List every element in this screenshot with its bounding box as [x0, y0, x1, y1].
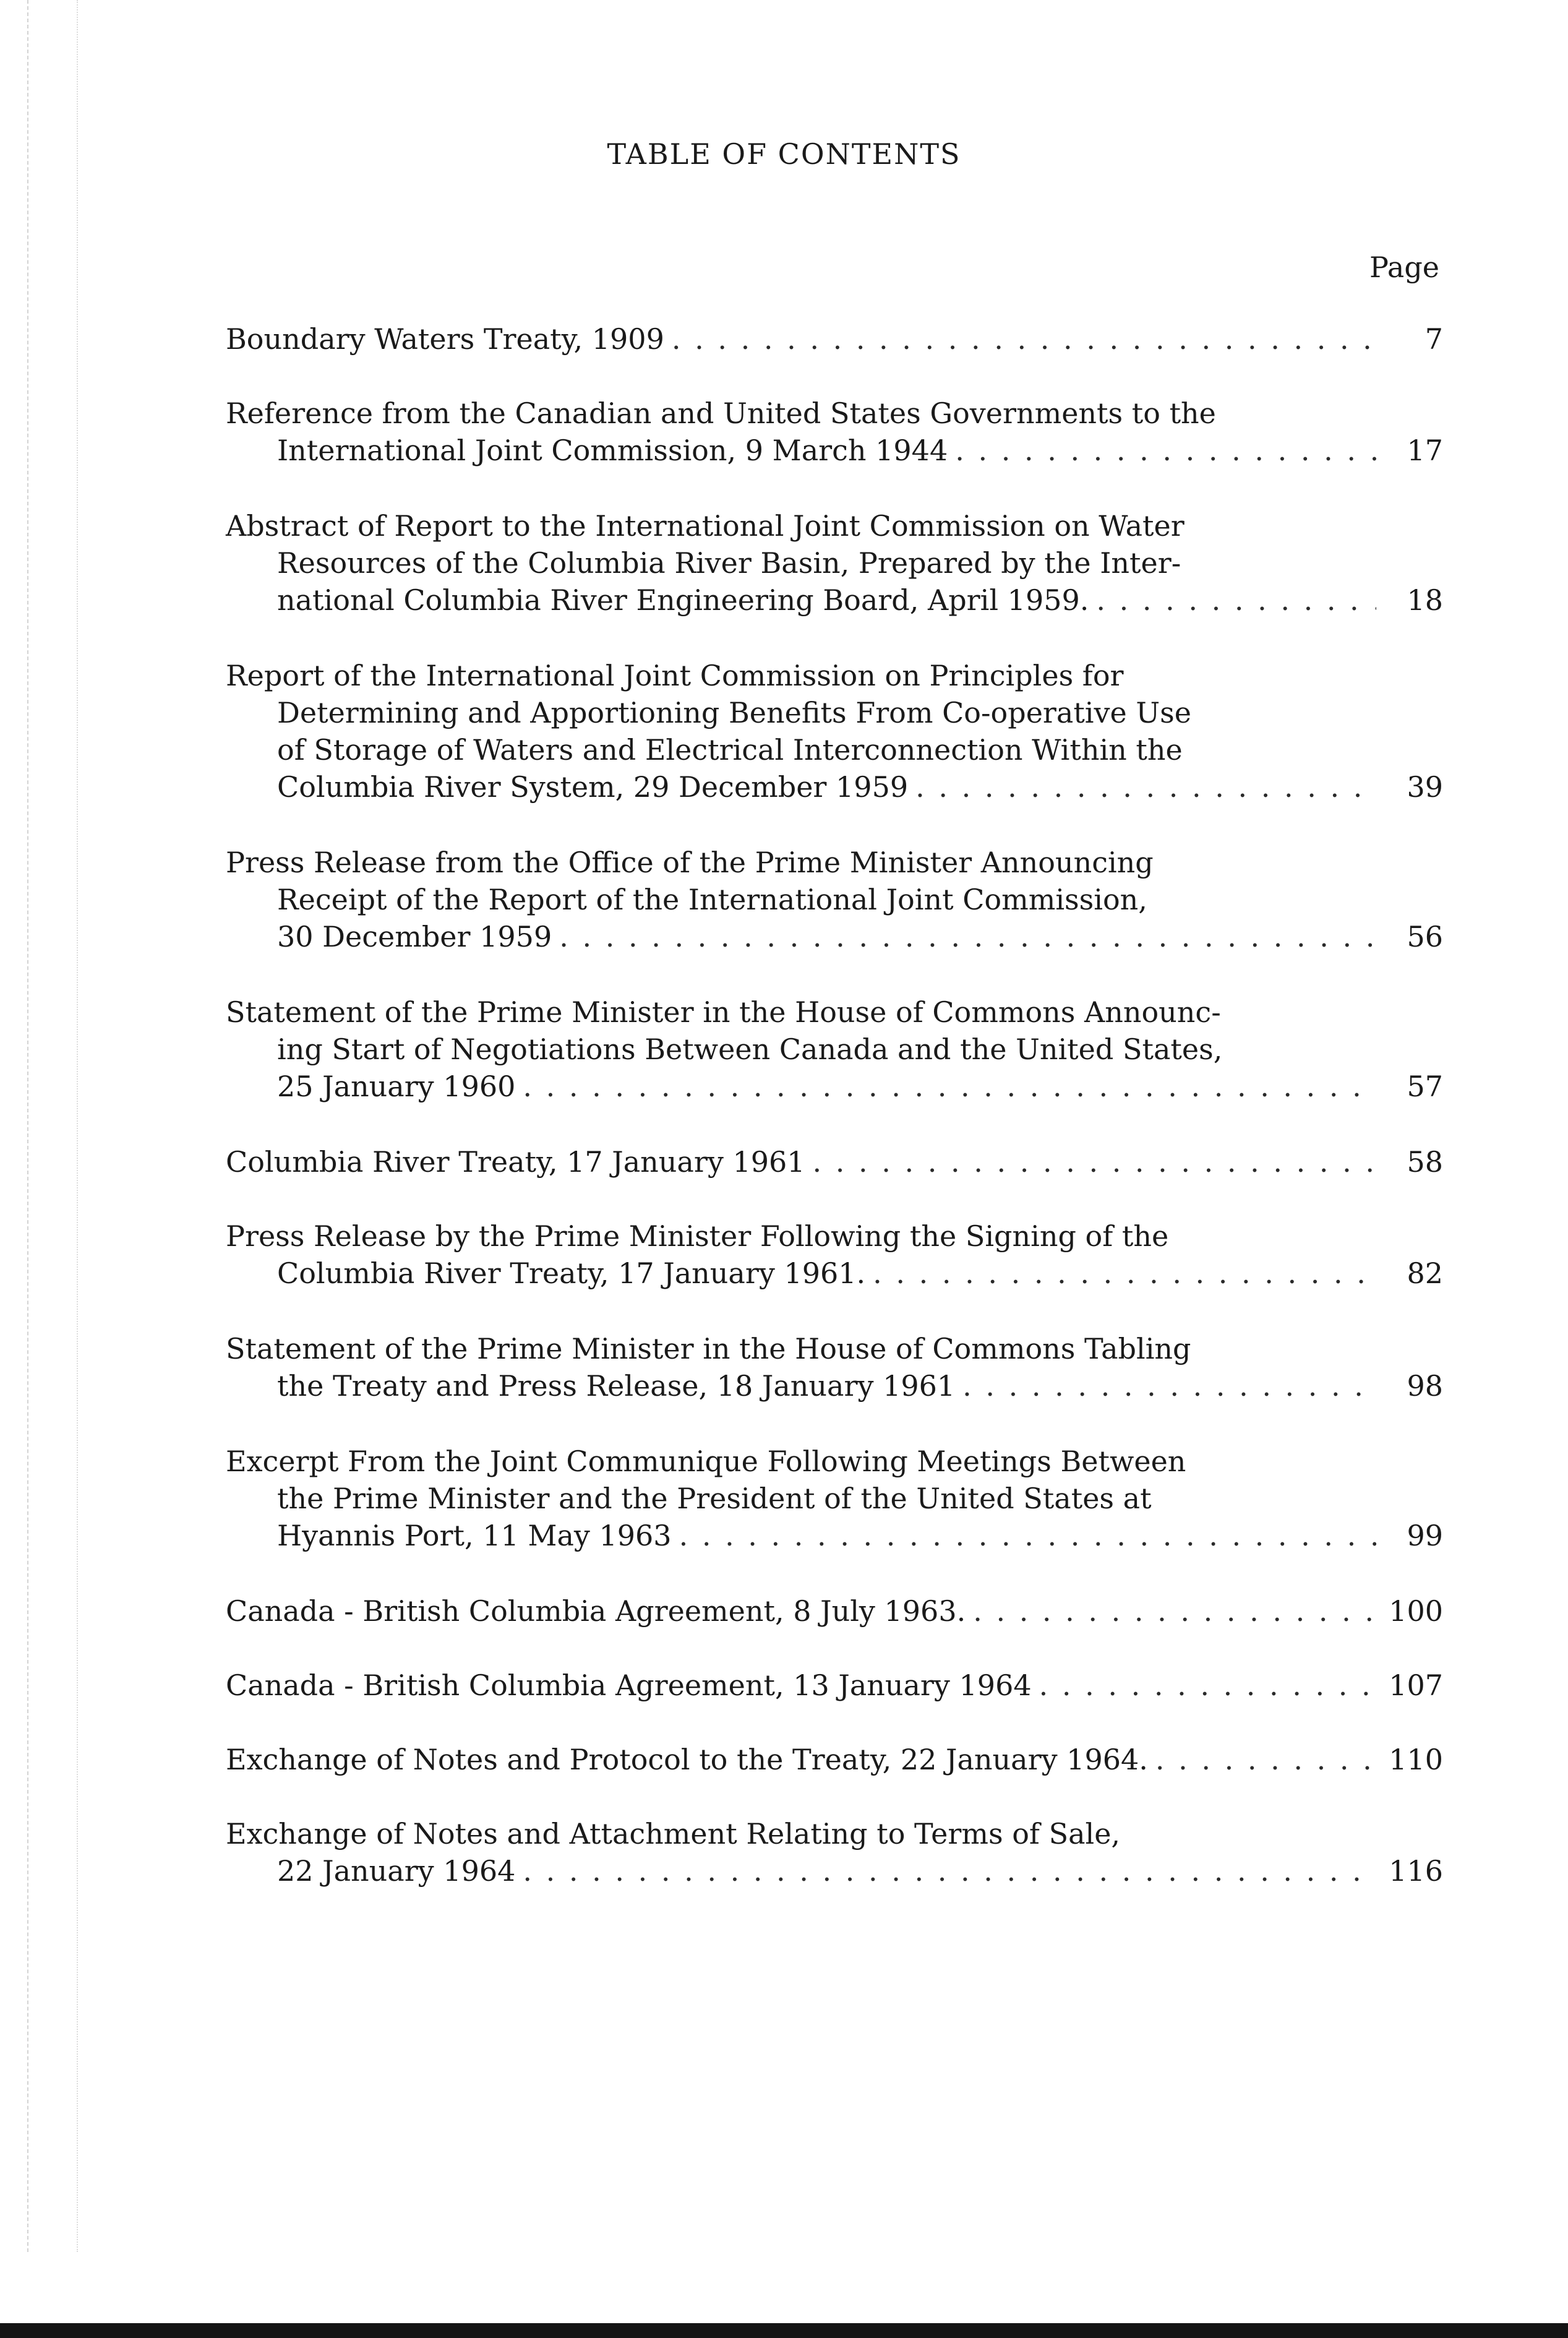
toc-entry-line: Determining and Apportioning Benefits From Co-operative Use: [277, 696, 1191, 729]
toc-page-number: 17: [1407, 434, 1443, 467]
dot-leader: [955, 432, 1376, 469]
toc-entry-line: Boundary Waters Treaty, 1909: [226, 322, 664, 356]
toc-entry: [226, 657, 1443, 806]
toc-page-number: 107: [1389, 1669, 1443, 1702]
toc-page-number: 58: [1407, 1145, 1443, 1179]
dot-leader: [559, 918, 1376, 955]
toc-entry-line: Canada - British Columbia Agreement, 8 July 1963.: [226, 1594, 966, 1628]
dot-leader: [1155, 1741, 1376, 1778]
toc-entry-last-line: [226, 1068, 1443, 1105]
toc-page-number: 56: [1407, 920, 1443, 953]
toc-entry-last-line: [226, 1741, 1443, 1778]
toc-entry-line: Excerpt From the Joint Communique Following Meetings Between: [226, 1445, 1186, 1478]
toc-entry-last-line: [226, 320, 1443, 358]
dot-leader: [523, 1852, 1376, 1889]
toc-page-number: 7: [1424, 322, 1443, 356]
toc-entry-last-line: [226, 1852, 1443, 1889]
toc-entry-last-line: [226, 768, 1443, 806]
toc-entry: [226, 994, 1443, 1105]
toc-entry: [226, 507, 1443, 619]
toc-page-number: 82: [1407, 1257, 1443, 1290]
dot-leader: [672, 320, 1376, 358]
toc-entry-last-line: [226, 1367, 1443, 1404]
toc-entry: [226, 1741, 1443, 1778]
toc-page-number: 99: [1407, 1519, 1443, 1552]
dot-leader: [915, 768, 1376, 806]
toc-entry-line: Press Release by the Prime Minister Following the Signing of the: [226, 1219, 1169, 1253]
toc-entry-line: 30 December 1959: [277, 920, 552, 953]
toc-entry: [226, 1143, 1443, 1180]
toc-entry-line: Hyannis Port, 11 May 1963: [277, 1519, 672, 1552]
toc-page-number: 116: [1389, 1854, 1443, 1888]
toc-entry-last-line: [226, 918, 1443, 955]
scan-bottom-edge: [0, 2323, 1568, 2338]
toc-entry-line: Receipt of the Report of the International Joint Commission,: [277, 883, 1147, 916]
toc-entry-line: Resources of the Columbia River Basin, Prepared by the Inter-: [277, 546, 1181, 580]
toc-entry-last-line: [226, 1517, 1443, 1554]
toc-page-number: 18: [1407, 583, 1443, 617]
toc-entry: [226, 320, 1443, 358]
toc-entry-line: 22 January 1964: [277, 1854, 516, 1888]
page-title: TABLE OF CONTENTS: [607, 137, 961, 171]
toc-entry: [226, 1592, 1443, 1630]
toc-entry-line: the Prime Minister and the President of the United States at: [277, 1482, 1152, 1515]
scan-binding-edge: [27, 0, 78, 2252]
toc-entry-line: 25 January 1960: [277, 1070, 516, 1103]
toc-page-number: 100: [1389, 1594, 1443, 1628]
toc-entry-last-line: [226, 432, 1443, 469]
toc-entry-line: of Storage of Waters and Electrical Interconnection Within the: [277, 733, 1183, 767]
toc-entry: [226, 1218, 1443, 1292]
toc-entry: [226, 1667, 1443, 1704]
toc-entry-line: Exchange of Notes and Protocol to the Treaty, 22 January 1964.: [226, 1743, 1148, 1776]
toc-entry-line: Columbia River Treaty, 17 January 1961.: [277, 1257, 866, 1290]
toc-entry-last-line: [226, 582, 1443, 619]
toc-entry-last-line: [226, 1255, 1443, 1292]
toc-entry-last-line: [226, 1143, 1443, 1180]
dot-leader: [679, 1517, 1376, 1554]
dot-leader: [1039, 1667, 1376, 1704]
toc-entry: [226, 1330, 1443, 1404]
toc-entry-line: International Joint Commission, 9 March 1944: [277, 434, 948, 467]
toc-entry-last-line: [226, 1667, 1443, 1704]
toc-entry-line: Columbia River Treaty, 17 January 1961: [226, 1145, 805, 1179]
toc-entry-line: Reference from the Canadian and United States Governments to the: [226, 397, 1216, 430]
toc-entry-line: Exchange of Notes and Attachment Relating to Terms of Sale,: [226, 1817, 1121, 1850]
toc-entry-line: Statement of the Prime Minister in the House of Commons Announc-: [226, 995, 1221, 1029]
toc-entry-line: Report of the International Joint Commission on Principles for: [226, 659, 1124, 692]
toc-entry-line: Abstract of Report to the International Joint Commission on Water: [226, 509, 1185, 543]
toc-page-number: 57: [1407, 1070, 1443, 1103]
dot-leader: [523, 1068, 1376, 1105]
toc-page-number: 98: [1407, 1369, 1443, 1403]
toc-entry-line: Press Release from the Office of the Prime Minister Announcing: [226, 846, 1154, 879]
dot-leader: [962, 1367, 1376, 1404]
dot-leader: [873, 1255, 1376, 1292]
toc-entry-line: Canada - British Columbia Agreement, 13 January 1964: [226, 1669, 1032, 1702]
toc-entry: [226, 1443, 1443, 1554]
toc-page-number: 39: [1407, 770, 1443, 804]
page-column-label: Page: [1369, 251, 1439, 284]
toc-entry-line: the Treaty and Press Release, 18 January 1961: [277, 1369, 956, 1403]
dot-leader: [813, 1143, 1376, 1180]
toc-entry-line: ing Start of Negotiations Between Canada and the United States,: [277, 1033, 1223, 1066]
dot-leader: [973, 1592, 1376, 1630]
toc-entry-line: national Columbia River Engineering Board, April 1959.: [277, 583, 1089, 617]
toc-entry: [226, 395, 1443, 469]
toc-entry: [226, 844, 1443, 955]
dot-leader: [1096, 582, 1376, 619]
toc-entry-last-line: [226, 1592, 1443, 1630]
toc-entry-line: Statement of the Prime Minister in the House of Commons Tabling: [226, 1332, 1191, 1365]
toc-entry: [226, 1815, 1443, 1889]
toc-page-number: 110: [1389, 1743, 1443, 1776]
toc-entry-line: Columbia River System, 29 December 1959: [277, 770, 909, 804]
